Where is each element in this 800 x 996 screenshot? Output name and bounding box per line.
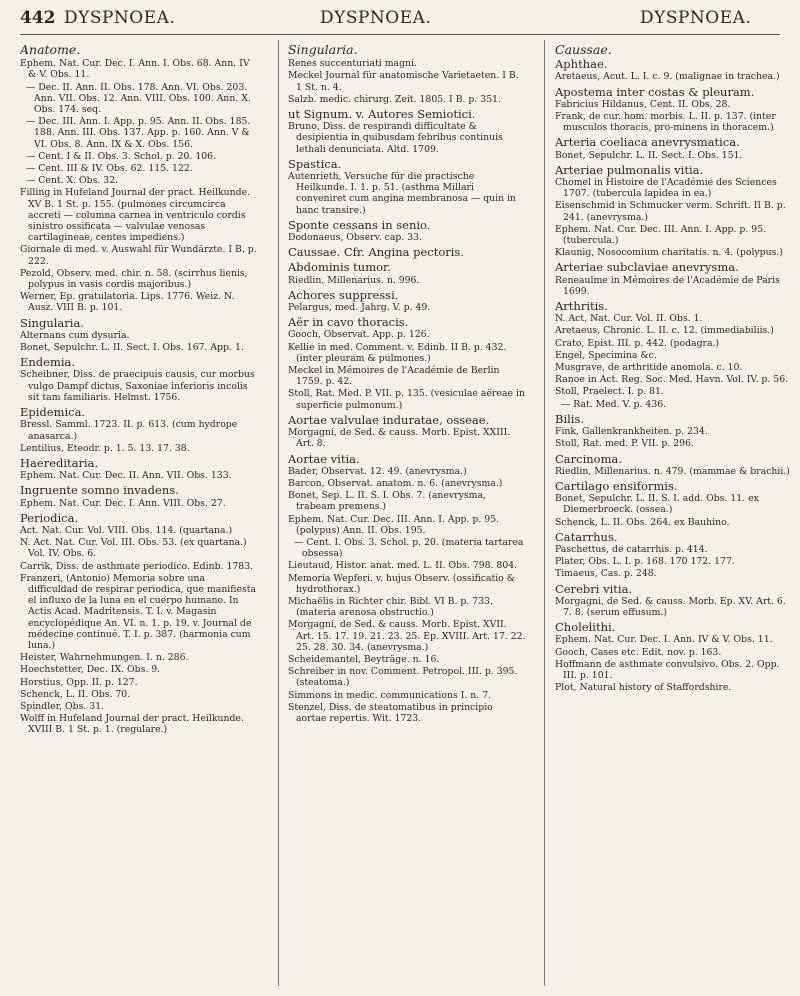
topic-group <box>288 217 526 244</box>
running-title-left: DYSPNOEA. <box>64 8 176 28</box>
citation-entry: Michaëlis in Richter chir. Bibl. VI B. p. 733. (materia arenosa obstructio.) <box>288 595 493 619</box>
section-heading: Anatome. <box>20 42 81 57</box>
topic-group <box>288 247 526 258</box>
topic-group <box>288 317 526 411</box>
running-header <box>0 0 800 34</box>
topic-group <box>555 59 793 82</box>
topic-heading: Caussae. <box>555 42 612 57</box>
topic-heading: Apostema inter costas & pleuram. <box>555 84 755 99</box>
topic-heading: Abdominis tumor. <box>288 260 391 275</box>
citation-entry: Fink, Gallenkrankheiten. p. 234. <box>555 426 708 438</box>
citation-entry: Meckel Journal für anatomische Varietaeten. I B. 1 St. n. 4. <box>288 70 519 93</box>
citation-entry: Plot, Natural history of Staffordshire. <box>555 682 732 694</box>
topic-heading: Cerebri vitia. <box>555 581 633 596</box>
topic-heading: Arteria coeliaca anevrysmatica. <box>555 135 740 150</box>
topic-heading: Aphthae. <box>555 57 608 72</box>
citation-entry: Stenzel, Diss. de steatomatibus in principio aortae repertis. Wit. 1723. <box>288 701 493 724</box>
topic-heading: Aër in cavo thoracis. <box>288 315 409 330</box>
citation-entry: Paschettus, de catarrhis. p. 414. <box>555 543 708 555</box>
citation-entry: Stoll, Rat. med. P. VII. p. 296. <box>555 438 694 450</box>
topic-heading: Endemia. <box>20 355 76 370</box>
column-divider <box>278 40 279 986</box>
citation-entry: — Dec. II. Ann. II. Obs. 178. Ann. VI. Obs. 203. Ann. VII. Obs. 12. Ann. VIII. Obs. 100. Ann. X. Obs. 174. seq. <box>26 81 251 116</box>
citation-entry: Fabricius Hildanus, Cent. II. Obs. 28. <box>555 98 731 110</box>
citation-entry: Ephem. Nat. Cur. Dec. II. Ann. VII. Obs. 133. <box>20 470 232 482</box>
citation-entry: Schenck, L. II. Obs. 264. ex Bauhino. <box>555 516 730 528</box>
citation-entry: Morgagni, de Sed. & causs. Morb. Epist. XXIII. Art. 8. <box>288 427 511 450</box>
citation-entry: Salzb. medic. chirurg. Zeit. 1805. I B. p. 351. <box>288 93 501 105</box>
topic-group <box>555 529 793 580</box>
citation-entry: Pezold, Observ. med. chir. n. 58. (scirrhus lienis, polypus in vasis cordis majoribus.) <box>20 267 248 291</box>
citation-entry: Bader, Observat. 12. 49. (anevrysma.) <box>288 465 467 477</box>
citation-entry: Schreiber in nov. Comment. Petropol. III. p. 395. (steatoma.) <box>288 666 518 689</box>
topic-group <box>288 44 526 105</box>
topic-heading: Aortae valvulae induratae, osseae. <box>288 412 490 427</box>
citation-entry: Wolff in Hufeland Journal der pract. Heilkunde. XVIII B. 1 St. p. 1. (regulare.) <box>20 713 244 736</box>
citation-entry: Schenck, L. II. Obs. 70. <box>20 688 131 700</box>
topic-heading: Caussae. Cfr. Angina pectoris. <box>288 245 464 260</box>
citation-entry: Morgagni, de Sed. & causs. Morb. Ep. XV. Art. 6. 7. 8. (serum effusum.) <box>555 595 786 618</box>
column-right <box>555 42 793 988</box>
topic-heading: Catarrhus. <box>555 529 618 544</box>
citation-entry: Klaunig, Nosocomium charitatis. n. 4. (polypus.) <box>555 247 783 259</box>
running-title-center: DYSPNOEA. <box>320 8 432 28</box>
header-rule <box>20 34 780 35</box>
topic-heading: Arteriae subclaviae anevrysma. <box>555 260 739 275</box>
citation-entry: Scheidemantel, Beyträge. n. 16. <box>288 653 440 665</box>
citation-entry: Plater, Obs. L. I. p. 168. 170 172. 177. <box>555 556 735 568</box>
topic-heading: Periodica. <box>20 510 79 525</box>
column-left <box>20 42 258 988</box>
citation-entry: Bressl. Samml. 1723. II. p. 613. (cum hydrope anasarca.) <box>20 419 238 442</box>
citation-entry: Crato, Epist. III. p. 442. (podagra.) <box>555 337 720 349</box>
citation-entry: Carrik, Diss. de asthmate periodico. Edinb. 1783. <box>20 560 254 572</box>
citation-entry: Simmons in medic. communications I. n. 7. <box>288 689 492 701</box>
page-number: 442 <box>20 8 56 28</box>
citation-entry: Reneaulme in Mémoires de l'Académie de Paris 1699. <box>555 274 780 297</box>
citation-entry: Gooch, Observat. App. p. 126. <box>288 329 430 341</box>
topic-group <box>555 301 793 410</box>
citation-entry: Giornale di med. v. Auswahl für Wundärzte. I B. p. 222. <box>20 244 257 267</box>
topic-group <box>555 137 793 160</box>
topic-group <box>555 411 793 450</box>
citation-entry: Timaeus, Cas. p. 248. <box>555 568 657 580</box>
citation-entry: N. Act. Nat. Cur. Vol. II. Obs. 1. <box>555 313 703 325</box>
citation-entry: Franzeri, (Antonio) Memoria sobre una difficuldad de respirar periodica, que manifiesta el influxo de la luna en el cuerpo humano. In Actis Acad. Madritensis. T. I. v. Magasin encyclopédique An. VI. n. 1. p. 19. v. Journal de médecine continué. T. I. p. 387. (harmonia cum luna.) <box>20 572 257 651</box>
citation-entry: Ephem. Nat. Cur. Dec. III. Ann. I. App. p. 95. (polypus) Ann. II. Obs. 195. <box>288 513 500 536</box>
citation-entry: Filling in Hufeland Journal der pract. Heilkunde. XV B. 1 St. p. 155. (pulmones circumcirca accreti — columna carnea in ventriculo cordis sinistro ossificata — valvulae venosas cartilagineae, centes impediens.) <box>20 187 251 244</box>
running-title-right: DYSPNOEA. <box>640 8 752 28</box>
citation-entry: — Cent. I. Obs. 3. Schol. p. 20. (materia tartarea obsessa) <box>294 536 524 560</box>
topic-group <box>555 84 793 134</box>
topic-group <box>288 156 526 216</box>
topic-group <box>555 162 793 259</box>
topic-heading: Aortae vitia. <box>288 451 360 466</box>
citation-entry: Memoria Wepferi. v. hujus Observ. (ossificatio & hydrothorax.) <box>288 572 516 595</box>
topic-heading: Haereditaria. <box>20 455 99 470</box>
citation-entry: Barcon, Observat. anatom. n. 6. (anevrysma.) <box>288 477 503 489</box>
citation-entry: Hoffmann de asthmate convulsivo. Obs. 2. Opp. III. p. 101. <box>555 658 780 681</box>
topic-group <box>555 478 793 528</box>
topic-group <box>20 315 258 354</box>
citation-entry: Bonet, Sepulchr. L. II. Sect. I. Obs. 167. App. 1. <box>20 342 244 354</box>
citation-entry: Act. Nat. Cur. Vol. VIII. Obs. 114. (quartana.) <box>20 524 233 536</box>
topic-group <box>555 622 793 693</box>
topic-heading: Spastica. <box>288 156 342 171</box>
citation-entry: Gooch, Cases etc. Edit. nov. p. 163. <box>555 646 722 658</box>
citation-entry: Lentilius, Eteodr. p. 1. 5. 13. 17. 38. <box>20 442 190 454</box>
citation-entry: Alternans cum dysuria. <box>20 329 130 341</box>
citation-entry: Chomel in Histoire de l'Académie des Sciences 1707. (tubercula lapidea in ea.) <box>555 177 777 200</box>
citation-entry: Aretaeus, Acut. L. I. c. 9. (malignae in trachea.) <box>555 71 780 83</box>
citation-entry: Autenrieth, Versuche für die practische Heilkunde. I. 1. p. 51. (asthma Millari conveniret cum angina membranosa — quin in hanc transire.) <box>288 171 517 216</box>
citation-entry: Scheibner, Diss. de praecipuis causis, cur morbus vulgo Dampf dictus, Saxoniae inferioris incolis sit tam familiaris. Helmst. 1756. <box>20 369 255 403</box>
topic-heading: Arthritis. <box>555 299 608 314</box>
column-middle <box>288 42 526 988</box>
citation-entry: — Rat. Med. V. p. 436. <box>561 398 667 410</box>
citation-entry: Stoll, Rat. Med. P. VII. p. 135. (vesiculae aëreae in superficie pulmonum.) <box>288 388 525 411</box>
citation-entry: Eisenschmid in Schmucker verm. Schrift. II B. p. 241. (anevrysma.) <box>555 200 786 223</box>
citation-entry: Riedlin, Millenarius. n. 996. <box>288 274 420 286</box>
citation-entry: Frank, de cur. hom. morbis. L. II. p. 137. (inter musculos thoracis, pro-minens in thoracem.) <box>555 111 776 134</box>
citation-entry: Spindler, Obs. 31. <box>20 700 105 712</box>
topic-group <box>288 109 526 155</box>
topic-heading: ut Signum. v. Autores Semiotici. <box>288 107 476 122</box>
topic-group <box>555 44 793 55</box>
citation-entry: — Cent. I & II. Obs. 3. Schol. p. 20. 106. <box>26 150 217 162</box>
topic-group <box>555 451 793 477</box>
citation-entry: Meckel in Mémoires de l'Académie de Berlin 1759. p. 42. <box>288 365 500 388</box>
topic-group <box>288 262 526 285</box>
citation-entry: Bruno, Diss. de respirandi difficultate & desipientia in quibusdam febribus continuis lethali denunciata. Altd. 1709. <box>288 121 503 155</box>
citation-entry: Dodonaeus, Observ. cap. 33. <box>288 232 423 244</box>
topic-group <box>288 451 526 725</box>
topic-heading: Achores suppressi. <box>288 287 399 302</box>
citation-entry: Pelargus, med. Jahrg. V. p. 49. <box>288 302 431 314</box>
topic-heading: Ingruente somno invadens. <box>20 483 179 498</box>
topic-heading: Singularia. <box>20 315 84 330</box>
topic-heading: Singularia. <box>288 42 358 57</box>
topic-group <box>20 407 258 454</box>
citation-entry: Musgrave, de arthritide anomola. c. 10. <box>555 362 743 374</box>
citation-entry: Ephem. Nat. Cur. Dec. I. Ann. VIII. Obs. 27. <box>20 497 226 509</box>
citation-entry: Ephem. Nat. Cur. Dec. I. Ann. IV & V. Obs. 11. <box>555 634 773 646</box>
citation-entry: Renes succenturiati magni. <box>288 58 417 70</box>
citation-entry: Ephem. Nat. Cur. Dec. I. Ann. I. Obs. 68. Ann. IV & V. Obs. 11. <box>20 58 250 81</box>
topic-heading: Carcinoma. <box>555 451 623 466</box>
citation-entry: Heister, Wahrnehmungen. I. n. 286. <box>20 652 189 664</box>
topic-group <box>555 262 793 297</box>
topic-group <box>20 510 258 736</box>
citation-entry: Ephem. Nat. Cur. Dec. III. Ann. I. App. p. 95. (tubercula.) <box>555 223 767 247</box>
citation-entry: Stoll, Praelect. I. p. 81. <box>555 386 664 398</box>
topic-group <box>20 455 258 482</box>
citation-entry: Bonet, Sep. L. II. S. I. Obs. 7. (anevrysma, trabeam premens.) <box>288 490 486 513</box>
citation-entry: Hoechstetter, Dec. IX. Obs. 9. <box>20 664 161 676</box>
topic-group <box>288 412 526 450</box>
citation-entry: — Cent. X. Obs. 32. <box>26 175 119 187</box>
citation-entry: Lieutaud, Histor. anat. med. L. II. Obs. 798. 804. <box>288 560 518 572</box>
citation-entry: Bonet, Sepulchr. L. II. Sect. I. Obs. 151. <box>555 149 743 161</box>
citation-entry: Aretaeus, Chronic. L. II. c. 12. (immediabiliis.) <box>555 325 774 337</box>
citation-entry: Horstius, Opp. II. p. 127. <box>20 676 138 688</box>
topic-group <box>555 581 793 619</box>
citation-entry: N. Act. Nat. Cur. Vol. III. Obs. 53. (ex quartana.) Vol. IV. Obs. 6. <box>20 537 247 560</box>
citation-entry: Morgagni, de Sed. & causs. Morb. Epist. XVII. Art. 15. 17. 19. 21. 23. 25. Ep. XVIII. Art. 17. 22. 25. 28. 30. 34. (anevrysma.) <box>288 619 526 653</box>
topic-group <box>20 357 258 403</box>
citation-entry: — Dec. III. Ann. I. App. p. 95. Ann. II. Obs. 185. 188. Ann. III. Obs. 137. App. p. 160. Ann. V & VI. Obs. 8. Ann. IX & X. Obs. 156. <box>26 116 251 150</box>
topic-heading: Sponte cessans in senio. <box>288 217 431 232</box>
citation-entry: Werner, Ep. gratulatoria. Lips. 1776. Weiz. N. Ausz. VIII B. p. 101. <box>20 291 235 314</box>
citation-entry: — Cent. III & IV. Obs. 62. 115. 122. <box>26 163 193 175</box>
column-divider <box>544 40 545 986</box>
topic-group <box>288 287 526 314</box>
citation-entry: Kellie in med. Comment. v. Edinb. II B. p. 432. (inter pleuram & pulmones.) <box>288 341 507 364</box>
citation-entry: Ranoe in Act. Reg. Soc. Med. Havn. Vol. IV. p. 56. <box>555 374 789 386</box>
topic-heading: Arteriae pulmonalis vitia. <box>555 162 704 177</box>
topic-heading: Cartilago ensiformis. <box>555 478 678 493</box>
citation-entry: Bonet, Sepulchr. L. II. S. I. add. Obs. 11. ex Diemerbroeck. (ossea.) <box>555 493 759 516</box>
topic-group <box>20 485 258 508</box>
citation-entry: Engel, Specimina &c. <box>555 349 657 361</box>
topic-heading: Epidemica. <box>20 405 86 420</box>
citation-entry: Riedlin, Millenarius. n. 479. (mammae & brachii.) <box>555 465 790 477</box>
topic-heading: Cholelithi. <box>555 620 616 635</box>
topic-heading: Bilis. <box>555 411 585 426</box>
